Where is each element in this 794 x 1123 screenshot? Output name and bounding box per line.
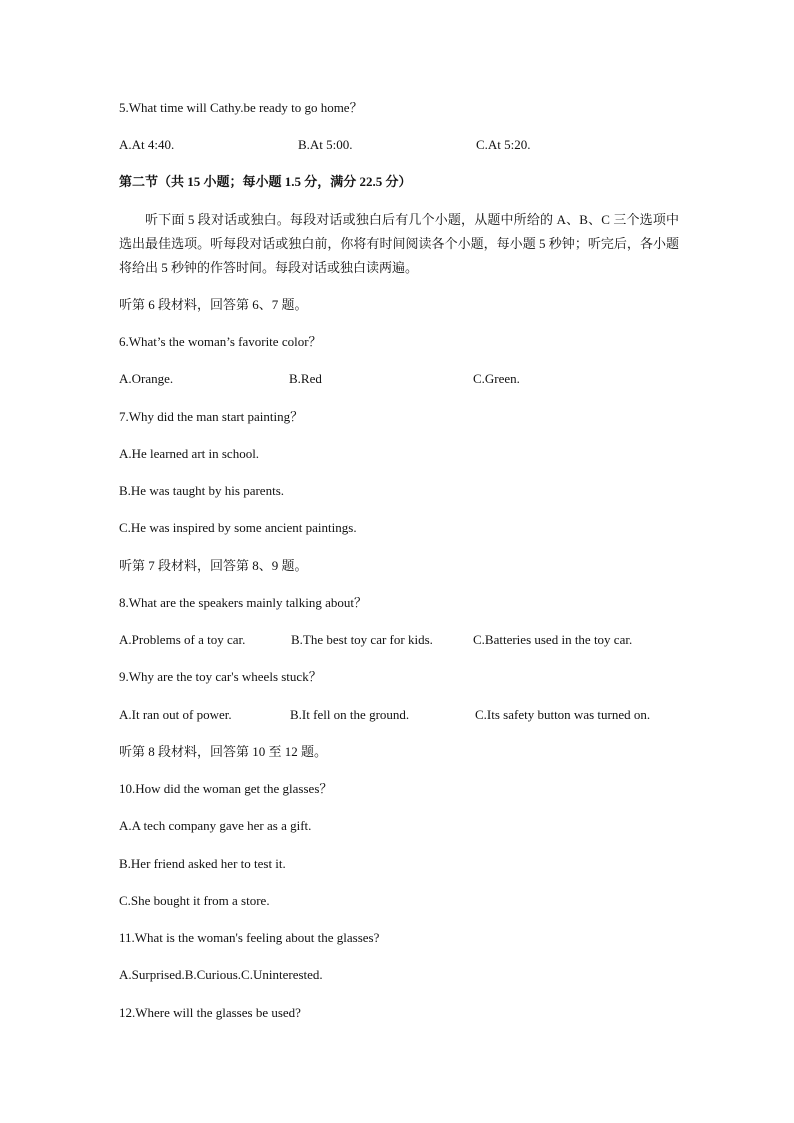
q8-option-b: B.The best toy car for kids. xyxy=(291,632,433,647)
q10-option-a: A.A tech company gave her as a gift. xyxy=(119,818,312,833)
q6-option-a: A.Orange. xyxy=(119,371,174,386)
q9-option-a: A.It ran out of power. xyxy=(119,707,232,722)
question-9: 9.Why are the toy car's wheels stuck？ xyxy=(119,669,322,684)
q8-option-a: A.Problems of a toy car. xyxy=(119,632,246,647)
section-instructions: 听下面 5 段对话或独白。每段对话或独白后有几个小题，从题中所给的 A、B、C 三个选项中选出最佳选项。听每段对话或独白前，你将有时间阅读各个小题，每小题 5 秒钟；听完后，各小题将给出 5 秒钟的作答时间。每段对话或独白读两遍。 xyxy=(119,212,679,275)
q5-option-a: A.At 4:40. xyxy=(119,137,175,152)
section-heading: 第二节（共 15 小题；每小题 1.5 分，满分 22.5 分） xyxy=(119,174,412,189)
q10-option-b: B.Her friend asked her to test it. xyxy=(119,856,286,871)
question-8: 8.What are the speakers mainly talking about？ xyxy=(119,595,368,610)
q5-option-b: B.At 5:00. xyxy=(298,137,353,152)
question-10: 10.How did the woman get the glasses？ xyxy=(119,781,333,796)
q9-option-c: C.Its safety button was turned on. xyxy=(475,707,651,722)
material-7-heading: 听第 7 段材料，回答第 8、9 题。 xyxy=(119,558,308,573)
question-12: 12.Where will the glasses be used? xyxy=(119,1005,301,1020)
q6-option-c: C.Green. xyxy=(473,371,520,386)
material-6-heading: 听第 6 段材料，回答第 6、7 题。 xyxy=(119,297,308,312)
q10-option-c: C.She bought it from a store. xyxy=(119,893,270,908)
q9-option-b: B.It fell on the ground. xyxy=(290,707,410,722)
q5-option-c: C.At 5:20. xyxy=(476,137,531,152)
question-5: 5.What time will Cathy.be ready to go home？ xyxy=(119,100,363,115)
material-8-heading: 听第 8 段材料，回答第 10 至 12 题。 xyxy=(119,744,328,759)
q7-option-b: B.He was taught by his parents. xyxy=(119,483,285,498)
q7-option-c: C.He was inspired by some ancient paintings. xyxy=(119,520,357,535)
question-11: 11.What is the woman's feeling about the glasses? xyxy=(119,930,380,945)
q11-options: A.Surprised.B.Curious.C.Uninterested. xyxy=(119,967,323,982)
question-6: 6.What’s the woman’s favorite color？ xyxy=(119,334,322,349)
question-7: 7.Why did the man start painting？ xyxy=(119,409,304,424)
q7-option-a: A.He learned art in school. xyxy=(119,446,260,461)
q6-option-b: B.Red xyxy=(289,371,322,386)
q8-option-c: C.Batteries used in the toy car. xyxy=(473,632,633,647)
